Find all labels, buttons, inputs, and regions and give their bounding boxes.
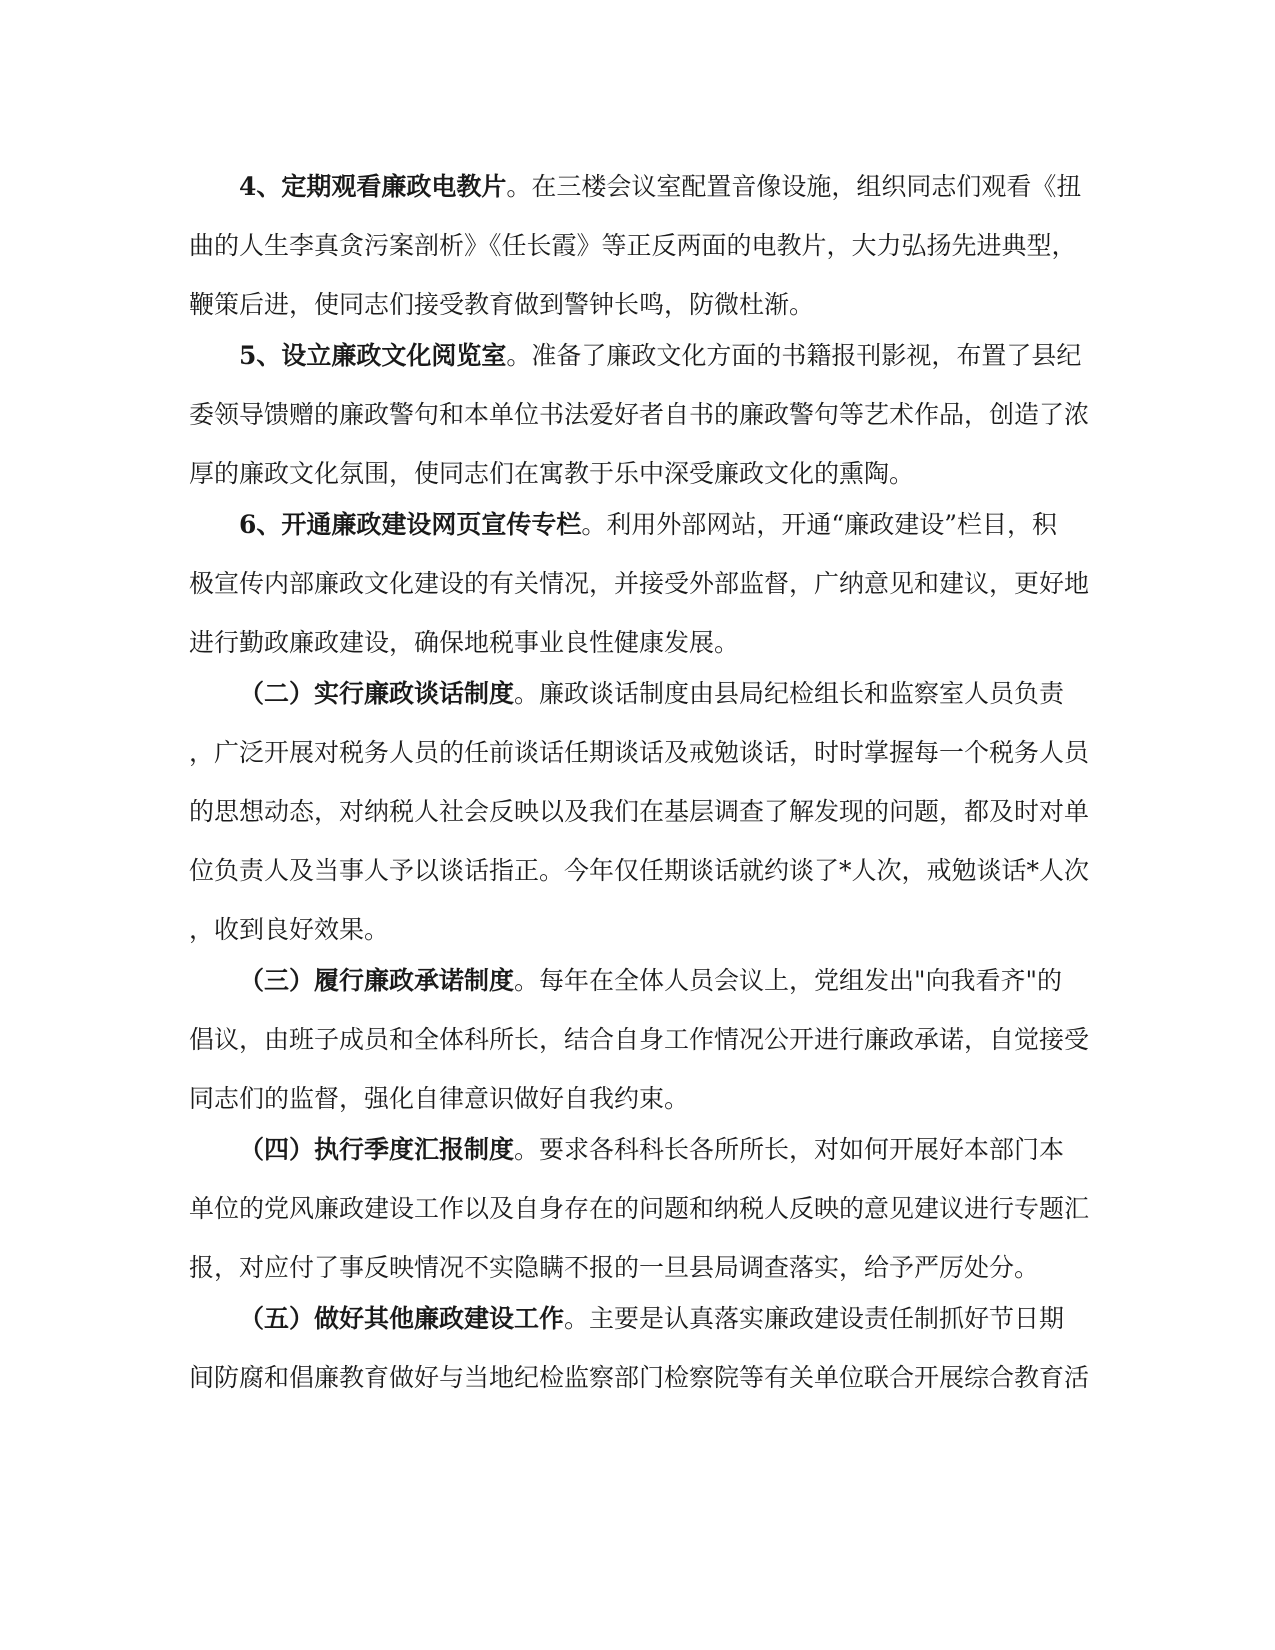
- paragraph-text: 。利用外部网站，开通“廉政建设”栏目，积: [581, 510, 1057, 539]
- paragraph-line: [189, 1120, 1089, 1179]
- paragraph-line: 倡议，由班子成员和全体科所长，结合自身工作情况公开进行廉政承诺，自觉接受: [189, 1025, 1090, 1054]
- paragraph-heading: 4、定期观看廉政电教片: [239, 172, 507, 201]
- paragraph-text: 。主要是认真落实廉政建设责任制抓好节日期: [564, 1304, 1065, 1333]
- paragraph-text: 。准备了廉政文化方面的书籍报刊影视，布置了县纪: [506, 341, 1082, 370]
- paragraph-heading: （四）执行季度汇报制度: [239, 1135, 515, 1164]
- paragraph-section-2: [189, 664, 1089, 959]
- paragraph-5: [189, 326, 1089, 503]
- paragraph-heading: （五）做好其他廉政建设工作: [239, 1304, 565, 1333]
- paragraph-4: [189, 157, 1089, 334]
- paragraph-line: 厚的廉政文化氛围，使同志们在寓教于乐中深受廉政文化的熏陶。: [189, 459, 915, 488]
- paragraph-heading: 6、开通廉政建设网页宣传专栏: [239, 510, 582, 539]
- paragraph-line: ，广泛开展对税务人员的任前谈话任期谈话及戒勉谈话，时时掌握每一个税务人员: [189, 738, 1090, 767]
- paragraph-line: 进行勤政廉政建设，确保地税事业良性健康发展。: [189, 628, 740, 657]
- paragraph-line: [189, 951, 1089, 1010]
- paragraph-line: [189, 326, 1089, 385]
- paragraph-line: ，收到良好效果。: [189, 915, 390, 944]
- paragraph-heading: 5、设立廉政文化阅览室: [239, 341, 507, 370]
- paragraph-line: 鞭策后进，使同志们接受教育做到警钟长鸣，防微杜渐。: [189, 290, 815, 319]
- paragraph-section-5: [189, 1289, 1089, 1407]
- paragraph-6: [189, 495, 1089, 672]
- paragraph-text: 。每年在全体人员会议上，党组发出"向我看齐"的: [514, 966, 1063, 995]
- paragraph-line: [189, 664, 1089, 723]
- paragraph-heading: （二）实行廉政谈话制度: [239, 679, 515, 708]
- paragraph-line: 的思想动态，对纳税人社会反映以及我们在基层调查了解发现的问题，都及时对单: [189, 797, 1090, 826]
- paragraph-line: [189, 157, 1089, 216]
- paragraph-text: 。要求各科科长各所所长，对如何开展好本部门本: [514, 1135, 1065, 1164]
- paragraph-text: 。廉政谈话制度由县局纪检组长和监察室人员负责: [514, 679, 1065, 708]
- paragraph-text: 。在三楼会议室配置音像设施，组织同志们观看《扭: [506, 172, 1082, 201]
- paragraph-heading: （三）履行廉政承诺制度: [239, 966, 515, 995]
- paragraph-line: 曲的人生李真贪污案剖析》《任长霞》等正反两面的电教片，大力弘扬先进典型，: [189, 231, 1077, 260]
- paragraph-line: 极宣传内部廉政文化建设的有关情况，并接受外部监督，广纳意见和建议，更好地: [189, 569, 1090, 598]
- paragraph-line: 间防腐和倡廉教育做好与当地纪检监察部门检察院等有关单位联合开展综合教育活: [189, 1363, 1090, 1392]
- paragraph-line: 同志们的监督，强化自律意识做好自我约束。: [189, 1084, 690, 1113]
- paragraph-line: [189, 1289, 1089, 1348]
- paragraph-section-3: [189, 951, 1089, 1128]
- paragraph-line: 委领导馈赠的廉政警句和本单位书法爱好者自书的廉政警句等艺术作品，创造了浓: [189, 400, 1090, 429]
- paragraph-line: [189, 495, 1089, 554]
- paragraph-section-4: [189, 1120, 1089, 1297]
- paragraph-line: 报，对应付了事反映情况不实隐瞒不报的一旦县局调查落实，给予严厉处分。: [189, 1253, 1040, 1282]
- paragraph-line: 单位的党风廉政建设工作以及自身存在的问题和纳税人反映的意见建议进行专题汇: [189, 1194, 1090, 1223]
- paragraph-line: 位负责人及当事人予以谈话指正。今年仅任期谈话就约谈了*人次，戒勉谈话*人次: [189, 856, 1090, 885]
